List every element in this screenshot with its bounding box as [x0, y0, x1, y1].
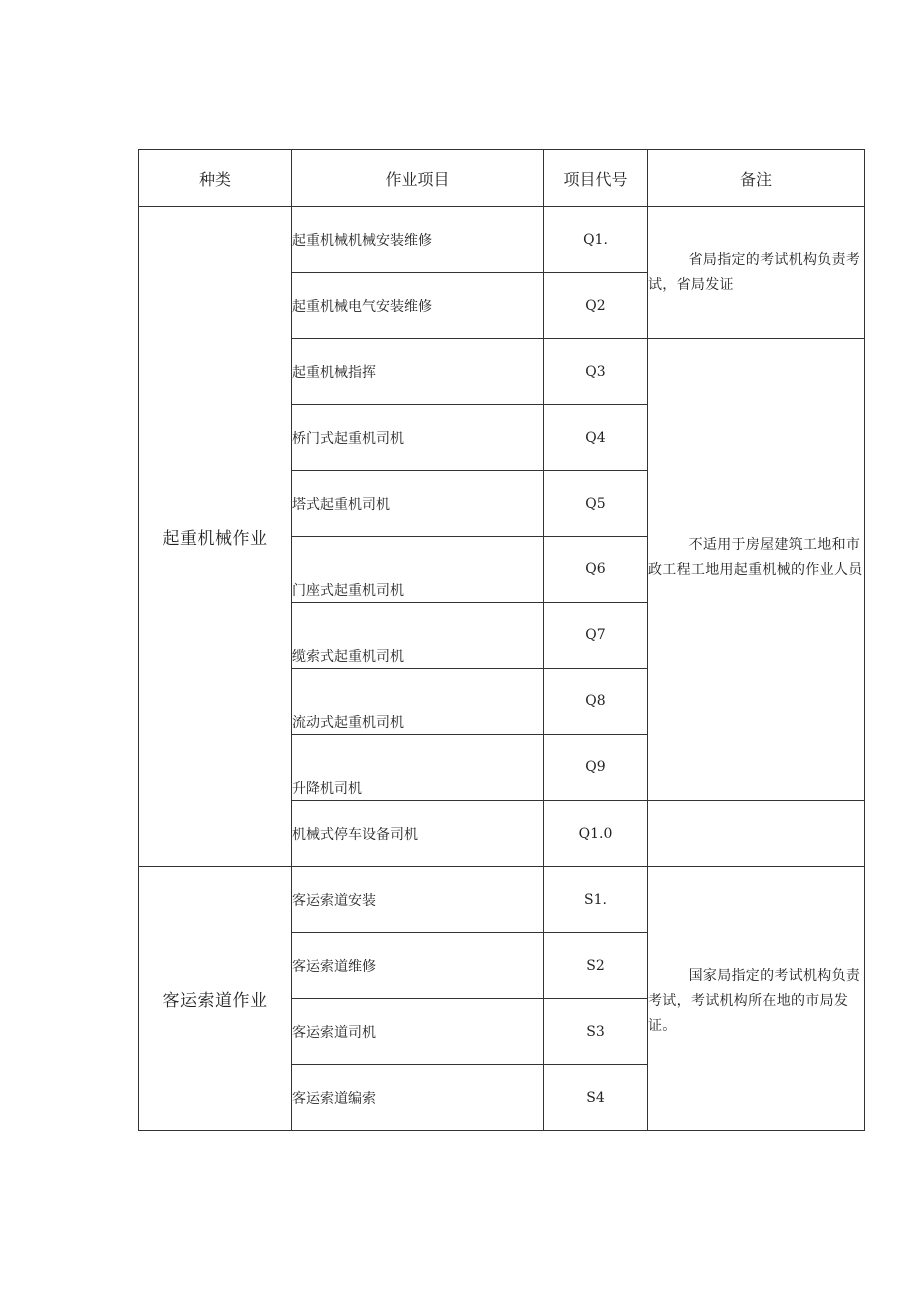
item-code-cell: Q5	[544, 471, 648, 537]
item-name-cell: 客运索道编索	[292, 1065, 544, 1131]
item-name-cell: 桥门式起重机司机	[292, 405, 544, 471]
remark-cell: 国家局指定的考试机构负责考试，考试机构所在地的市局发证。	[648, 867, 865, 1131]
item-name-cell: 起重机械指挥	[292, 339, 544, 405]
item-name-cell: 起重机械机械安装维修	[292, 207, 544, 273]
header-item: 作业项目	[292, 150, 544, 207]
item-code-cell: Q4	[544, 405, 648, 471]
category-cell: 客运索道作业	[139, 867, 292, 1131]
item-name-cell: 门座式起重机司机	[292, 537, 544, 603]
item-name-cell: 客运索道维修	[292, 933, 544, 999]
table-row	[139, 207, 865, 273]
item-name-cell: 流动式起重机司机	[292, 669, 544, 735]
header-code: 项目代号	[544, 150, 648, 207]
remark-cell: 省局指定的考试机构负责考试，省局发证	[648, 207, 865, 339]
header-category: 种类	[139, 150, 292, 207]
item-code-cell: Q6	[544, 537, 648, 603]
item-code-cell: Q1.	[544, 207, 648, 273]
item-name-cell: 起重机械电气安装维修	[292, 273, 544, 339]
item-code-cell: S3	[544, 999, 648, 1065]
item-code-cell: Q9	[544, 735, 648, 801]
item-code-cell: S2	[544, 933, 648, 999]
item-code-cell: Q1.0	[544, 801, 648, 867]
remark-cell-empty	[648, 801, 865, 867]
item-code-cell: Q7	[544, 603, 648, 669]
header-remark: 备注	[648, 150, 865, 207]
item-name-cell: 客运索道司机	[292, 999, 544, 1065]
item-code-cell: Q3	[544, 339, 648, 405]
operation-items-table	[138, 149, 865, 1131]
remark-cell: 不适用于房屋建筑工地和市政工程工地用起重机械的作业人员	[648, 339, 865, 801]
item-name-cell: 机械式停车设备司机	[292, 801, 544, 867]
item-name-cell: 塔式起重机司机	[292, 471, 544, 537]
item-code-cell: S4	[544, 1065, 648, 1131]
item-name-cell: 缆索式起重机司机	[292, 603, 544, 669]
item-code-cell: Q8	[544, 669, 648, 735]
item-code-cell: S1.	[544, 867, 648, 933]
table-row	[139, 867, 865, 933]
item-code-cell: Q2	[544, 273, 648, 339]
category-cell: 起重机械作业	[139, 207, 292, 867]
item-name-cell: 升降机司机	[292, 735, 544, 801]
item-name-cell: 客运索道安装	[292, 867, 544, 933]
table-header-row	[139, 150, 865, 207]
